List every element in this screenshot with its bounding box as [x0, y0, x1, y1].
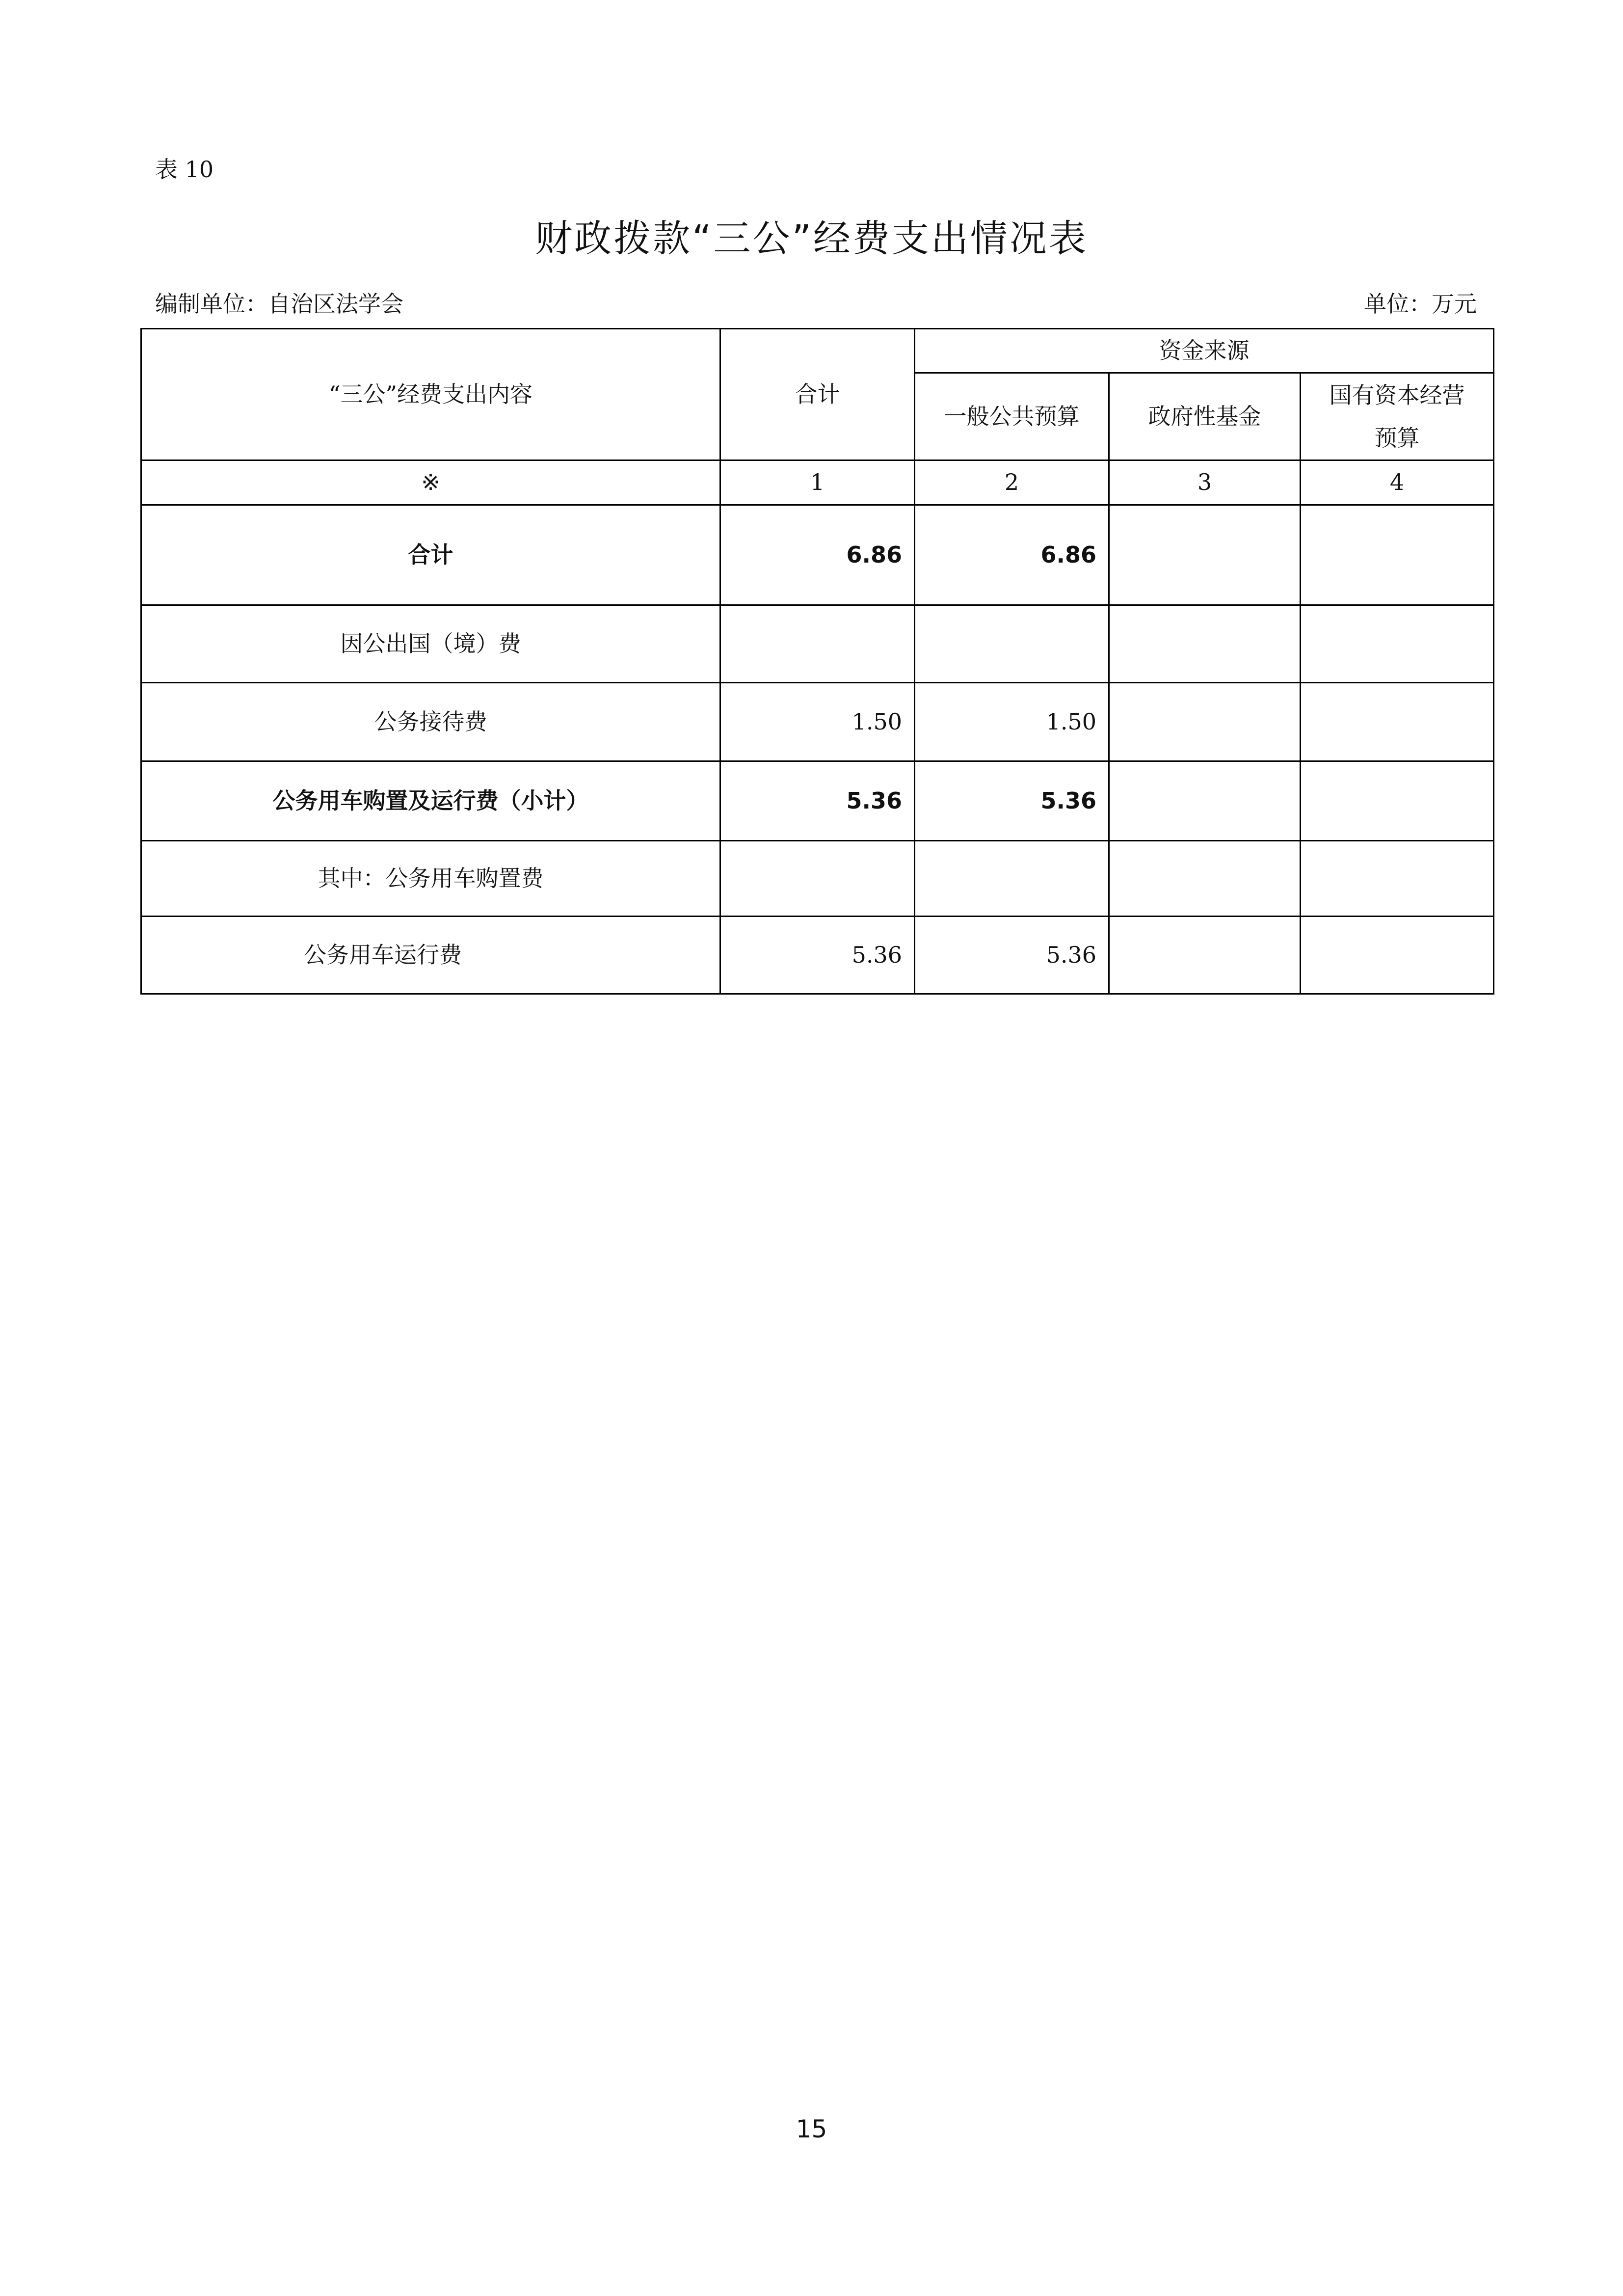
table-row: [141, 605, 1494, 682]
header-total: 合计: [720, 329, 915, 460]
document-title: 财政拨款“三公”经费支出情况表: [535, 216, 1088, 260]
header-state-capital-line2: 预算: [1374, 424, 1420, 451]
row-capital: [1301, 682, 1494, 761]
table-label: 表 10: [155, 156, 214, 183]
row-label: 公务用车购置及运行费（小计）: [141, 761, 720, 840]
index-cell: ※: [141, 460, 720, 505]
row-label: 公务接待费: [141, 682, 720, 761]
row-capital: [1301, 916, 1494, 994]
header-gov-fund: 政府性基金: [1109, 373, 1301, 460]
row-general: [915, 605, 1109, 682]
header-content: “三公”经费支出内容: [141, 329, 720, 460]
table-row: [141, 761, 1494, 840]
table-row: [141, 682, 1494, 761]
row-general: 1.50: [915, 682, 1109, 761]
row-general: 5.36: [915, 916, 1109, 994]
row-gov: [1109, 761, 1301, 840]
row-total: 5.36: [720, 761, 915, 840]
page-number: 15: [796, 2115, 827, 2143]
row-gov: [1109, 605, 1301, 682]
row-label: 合计: [141, 505, 720, 605]
row-general: 5.36: [915, 761, 1109, 840]
expense-table: [140, 328, 1494, 995]
row-gov: [1109, 505, 1301, 605]
row-gov: [1109, 916, 1301, 994]
table-row: [141, 505, 1494, 605]
header-row-1: [141, 329, 1494, 373]
header-state-capital-line1: 国有资本经营: [1329, 381, 1465, 408]
table-row: [141, 840, 1494, 916]
row-gov: [1109, 840, 1301, 916]
row-total: 1.50: [720, 682, 915, 761]
index-cell: 2: [915, 460, 1109, 505]
row-capital: [1301, 840, 1494, 916]
row-gov: [1109, 682, 1301, 761]
compiler-unit: 编制单位：自治区法学会: [155, 291, 403, 317]
header-general-budget: 一般公共预算: [915, 373, 1109, 460]
row-total: 6.86: [720, 505, 915, 605]
amount-unit: 单位：万元: [1364, 291, 1477, 317]
row-capital: [1301, 505, 1494, 605]
row-label: 公务用车运行费: [141, 916, 720, 994]
table-row: [141, 916, 1494, 994]
row-capital: [1301, 605, 1494, 682]
row-total: [720, 605, 915, 682]
row-label: 其中：公务用车购置费: [141, 840, 720, 916]
index-cell: 1: [720, 460, 915, 505]
row-general: [915, 840, 1109, 916]
row-general: 6.86: [915, 505, 1109, 605]
index-cell: 4: [1301, 460, 1494, 505]
index-cell: 3: [1109, 460, 1301, 505]
row-label: 因公出国（境）费: [141, 605, 720, 682]
index-row: [141, 460, 1494, 505]
row-total: [720, 840, 915, 916]
header-state-capital: [1301, 373, 1494, 460]
header-funding-source: 资金来源: [915, 329, 1494, 373]
row-capital: [1301, 761, 1494, 840]
row-total: 5.36: [720, 916, 915, 994]
